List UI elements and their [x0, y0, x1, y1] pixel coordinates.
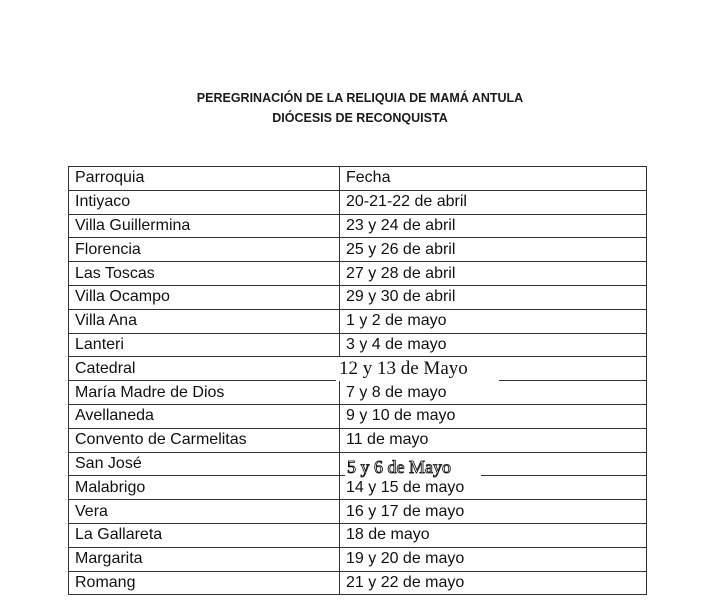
- table-header-row: [69, 167, 647, 191]
- cell-fecha: 16 y 17 de mayo: [340, 500, 647, 524]
- table-row: [69, 571, 647, 595]
- cell-parroquia: Margarita: [69, 547, 340, 571]
- cell-fecha: 7 y 8 de mayo: [340, 381, 647, 405]
- cell-parroquia: La Gallareta: [69, 523, 340, 547]
- cell-parroquia: Convento de Carmelitas: [69, 428, 340, 452]
- cell-parroquia: Romang: [69, 571, 340, 595]
- table-row: [69, 428, 647, 452]
- cell-parroquia: María Madre de Dios: [69, 381, 340, 405]
- cell-fecha: 23 y 24 de abril: [340, 214, 647, 238]
- document-title: PEREGRINACIÓN DE LA RELIQUIA DE MAMÁ ANTULA: [196, 91, 524, 105]
- cell-fecha: 11 de mayo: [340, 428, 647, 452]
- column-header-parroquia: Parroquia: [69, 167, 340, 191]
- cell-parroquia: Villa Guillermina: [69, 214, 340, 238]
- table-row: [69, 285, 647, 309]
- cell-fecha: 27 y 28 de abril: [340, 262, 647, 286]
- cell-fecha: 29 y 30 de abril: [340, 285, 647, 309]
- table-row: [69, 476, 647, 500]
- cell-fecha: 14 y 15 de mayo: [340, 476, 647, 500]
- cell-parroquia: Intiyaco: [69, 190, 340, 214]
- cell-fecha: 9 y 10 de mayo: [340, 404, 647, 428]
- cell-fecha: 18 de mayo: [340, 523, 647, 547]
- document-header: [0, 88, 720, 128]
- table-row: [69, 309, 647, 333]
- table-row: [69, 214, 647, 238]
- cell-fecha: 3 y 4 de mayo: [340, 333, 647, 357]
- table-row: [69, 547, 647, 571]
- table-row: [69, 523, 647, 547]
- table-row: [69, 333, 647, 357]
- table-row: [69, 500, 647, 524]
- cell-fecha: 21 y 22 de mayo: [340, 571, 647, 595]
- cell-parroquia: Florencia: [69, 238, 340, 262]
- table-row: [69, 404, 647, 428]
- cell-fecha: 1 y 2 de mayo: [340, 309, 647, 333]
- cell-parroquia: Villa Ocampo: [69, 285, 340, 309]
- table-row: [69, 262, 647, 286]
- document-subtitle: DIÓCESIS DE RECONQUISTA: [272, 111, 448, 125]
- cell-parroquia: Lanteri: [69, 333, 340, 357]
- cell-fecha: 20-21-22 de abril: [340, 190, 647, 214]
- san-jose-date-overlay: 5 y 6 de Mayo: [345, 456, 481, 478]
- table-row: [69, 381, 647, 405]
- table-row: [69, 238, 647, 262]
- cell-parroquia: Malabrigo: [69, 476, 340, 500]
- cell-parroquia: San José: [69, 452, 340, 476]
- catedral-date-overlay: 12 y 13 de Mayo: [336, 357, 499, 381]
- table-row: [69, 190, 647, 214]
- cell-parroquia: Vera: [69, 500, 340, 524]
- cell-parroquia: Las Toscas: [69, 262, 340, 286]
- cell-parroquia: Avellaneda: [69, 404, 340, 428]
- cell-parroquia: Catedral: [69, 357, 340, 381]
- column-header-fecha: Fecha: [340, 167, 647, 191]
- cell-fecha: 25 y 26 de abril: [340, 238, 647, 262]
- cell-fecha: 19 y 20 de mayo: [340, 547, 647, 571]
- cell-parroquia: Villa Ana: [69, 309, 340, 333]
